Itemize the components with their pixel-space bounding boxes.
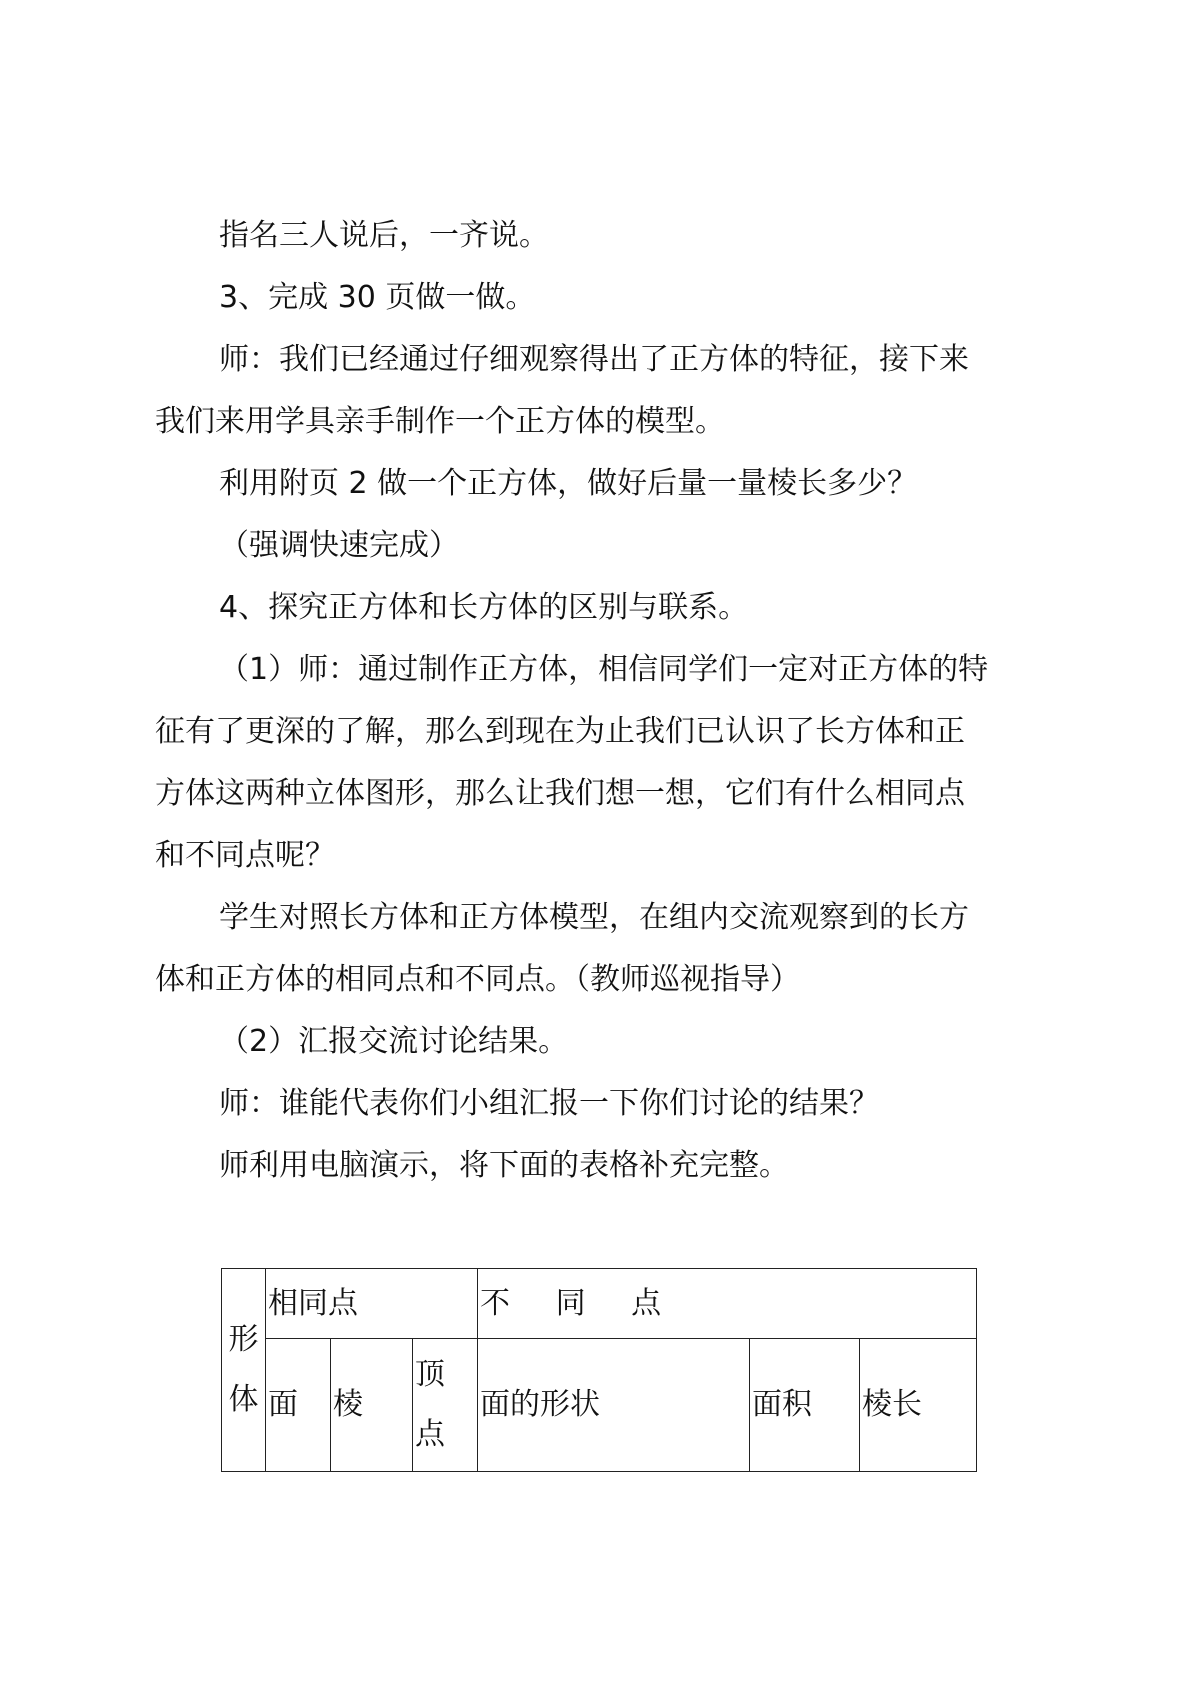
- shape-header-char: 体: [228, 1382, 259, 1417]
- paragraph: 师：我们已经通过仔细观察得出了正方体的特征，接下来: [219, 342, 969, 377]
- paragraph: 征有了更深的了解，那么到现在为止我们已认识了长方体和正: [155, 714, 965, 749]
- col-area: 面积: [750, 1339, 860, 1472]
- paragraph: 4、探究正方体和长方体的区别与联系。: [219, 590, 749, 625]
- paragraph: 我们来用学具亲手制作一个正方体的模型。: [155, 404, 725, 439]
- paragraph: （强调快速完成）: [219, 528, 459, 563]
- col-edge-length: 棱长: [860, 1339, 977, 1472]
- paragraph: 师利用电脑演示，将下面的表格补充完整。: [219, 1148, 789, 1183]
- comparison-table: [221, 1268, 977, 1472]
- paragraph: 指名三人说后，一齐说。: [219, 218, 549, 253]
- paragraph: 3、完成 30 页做一做。: [219, 280, 536, 315]
- document-body: [155, 205, 1055, 1197]
- paragraph: 方体这两种立体图形，那么让我们想一想，它们有什么相同点: [155, 776, 965, 811]
- shape-header-cell: [222, 1269, 266, 1472]
- paragraph: 师：谁能代表你们小组汇报一下你们讨论的结果？: [219, 1086, 879, 1121]
- table-header-row: [222, 1269, 977, 1339]
- col-face-shape: 面的形状: [478, 1339, 750, 1472]
- paragraph: 和不同点呢？: [155, 838, 335, 873]
- table-subheader-row: [222, 1339, 977, 1472]
- different-points-header: [478, 1269, 977, 1339]
- col-vertex: [413, 1339, 478, 1472]
- paragraph: 体和正方体的相同点和不同点。（教师巡视指导）: [155, 962, 800, 997]
- paragraph: 学生对照长方体和正方体模型，在组内交流观察到的长方: [219, 900, 969, 935]
- col-face: 面: [266, 1339, 331, 1472]
- col-edge: 棱: [331, 1339, 413, 1472]
- same-points-header: 相同点: [266, 1269, 478, 1339]
- paragraph: 利用附页 2 做一个正方体，做好后量一量棱长多少？: [219, 466, 918, 501]
- different-points-label: 不 同 点: [480, 1285, 680, 1321]
- shape-header-char: 形: [228, 1322, 259, 1357]
- col-vertex-char: 顶: [415, 1357, 445, 1392]
- paragraph: （1）师：通过制作正方体，相信同学们一定对正方体的特: [219, 652, 989, 687]
- paragraph: （2）汇报交流讨论结果。: [219, 1024, 569, 1059]
- col-vertex-char: 点: [415, 1417, 445, 1452]
